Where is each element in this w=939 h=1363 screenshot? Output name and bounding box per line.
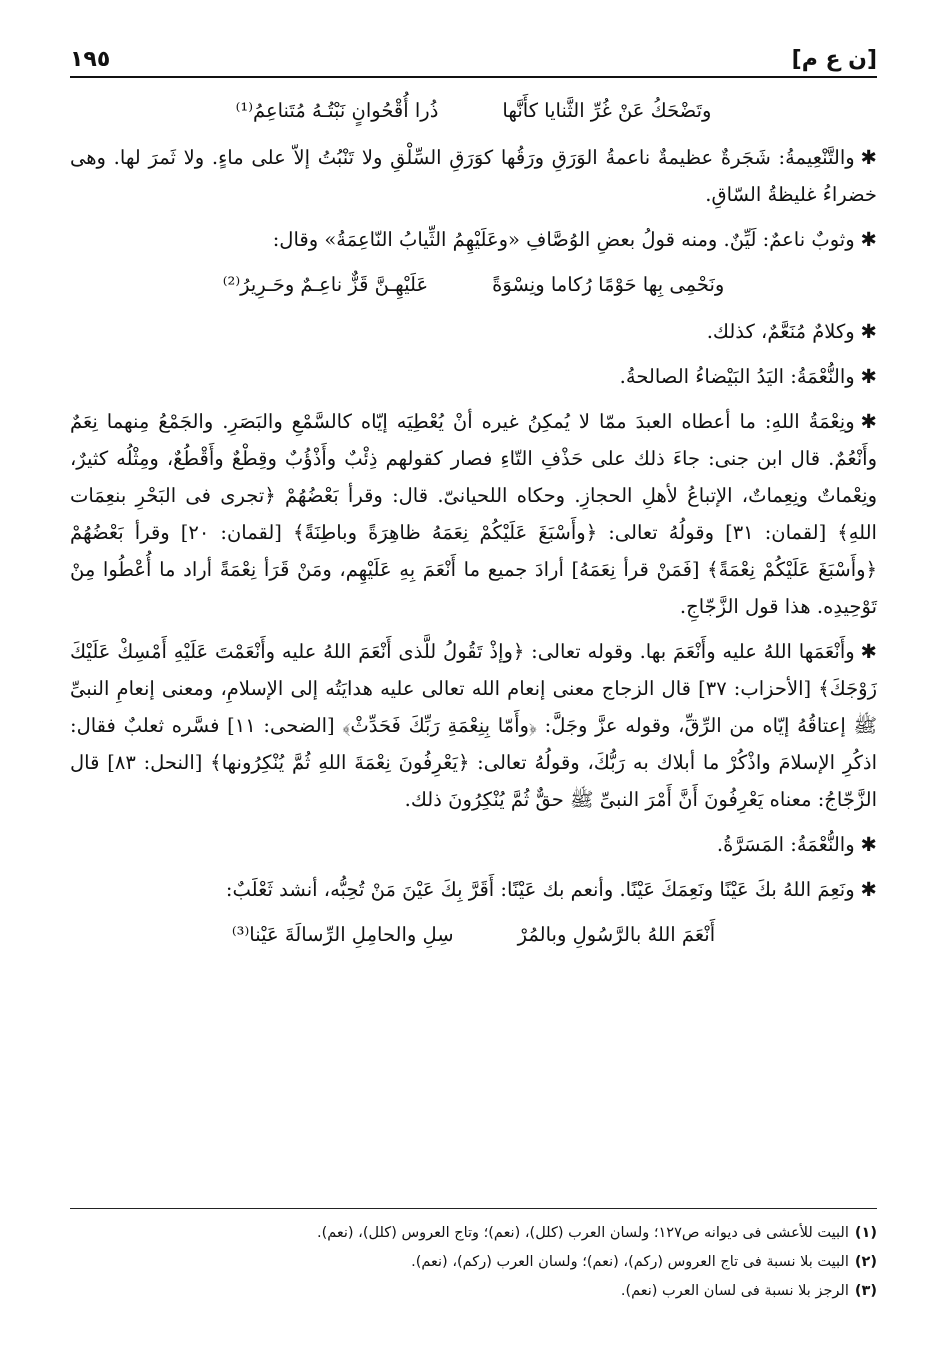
entry-numah-text: والنُّعْمَةُ: اليَدُ البَيْضاءُ الصالحةُ. bbox=[619, 365, 855, 388]
star-icon: ✱ bbox=[860, 640, 877, 663]
entry-kalam-munaam bbox=[70, 313, 877, 350]
verse-1-second-half: ذُرا أُقْحُوانٍ نَبْتُـهُ مُتَناعِمُ⁽¹⁾ bbox=[235, 99, 439, 122]
footnote-1 bbox=[70, 1219, 877, 1248]
entry-numah bbox=[70, 358, 877, 395]
entry-thawb-naim-text: وثوبٌ ناعمٌ: لَيِّنٌ. ومنه قولُ بعضِ الوُصَّافِ «وعَلَيْهِمُ الثِّيابُ النّاعِمَةُ» وقال: bbox=[272, 228, 855, 251]
entry-naim-allah-bika-text: ونَعِمَ اللهُ بكَ عَيْنًا ونَعِمَكَ عَيْنًا. وأنعم بك عَيْنًا: أَقَرَّ بِكَ عَيْنَ مَنْ تُحِبُّه، أنشد ثَعْلَبٌ: bbox=[225, 878, 855, 901]
footnote-2-number: (٢) bbox=[854, 1254, 877, 1270]
star-icon: ✱ bbox=[860, 365, 877, 388]
star-icon: ✱ bbox=[860, 833, 877, 856]
page-header bbox=[70, 30, 877, 72]
entry-nimat-allah-text: ونِعْمَةُ اللهِ: ما أعطاه العبدَ ممّا لا يُمكِنُ غيره أنْ يُعْطِيَه إيّاه كالسَّمْعِ والبَصَرِ. والجَمْعُ مِنهما نِعَمٌ وأَنْعُمٌ. قال ابن جنى: جاءَ ذلك على حَذْفِ التّاءِ فصار كقولهم ذِئْبٌ وأَذْؤُبٌ وقِطْعٌ وأَقْطُعٌ، ومِثْلُه كثيرٌ، ونِعْماتٌ ونِعِماتٌ، الإتباعُ لأهلِ الحجازِ. وحكاه اللحيانىّ. قال: وقرأ بَعْضُهُمْ ﴿تجرى فى البَحْرِ بنعِمَات اللهِ﴾ [لقمان: ٣١] وقولُهُ تعالى: ﴿وأَسْبَغَ عَلَيْكُمْ نِعَمَهُ ظاهِرَةً وباطِنَةً﴾ [لقمان: ٢٠] وقرأ بَعْضُهُمْ ﴿وأَسْبَغَ عَلَيْكُمْ نِعْمَةً﴾ [فَمَنْ قرأ نِعَمَهُ] أرادَ جميع ما أَنْعَمَ بِهِ عَلَيْهِم، ومَنْ قَرَأ نِعْمَةً أراد ما أُعْطُوا مِنْ تَوْحِيدِه. هذا قول الزَّجّاجِ. bbox=[70, 410, 877, 618]
verse-2-second-half: عَلَيْهِـنَّ قَزٌّ ناعِـمٌ وحَـرِيرُ⁽²⁾ bbox=[222, 273, 429, 296]
star-icon: ✱ bbox=[860, 320, 877, 343]
star-icon: ✱ bbox=[860, 410, 877, 433]
entry-tanimah bbox=[70, 139, 877, 213]
main-text bbox=[70, 92, 877, 953]
verse-3 bbox=[70, 916, 877, 953]
star-icon: ✱ bbox=[860, 228, 877, 251]
book-page bbox=[70, 30, 877, 1343]
entry-masarrah-text: والنُّعْمَةُ: المَسَرَّةُ. bbox=[716, 833, 855, 856]
footnote-1-text: البيت للأعشى فى ديوانه ص١٢٧؛ ولسان العرب (كلل)، (نعم)؛ وتاج العروس (كلل)، (نعم). bbox=[316, 1225, 849, 1241]
footnote-1-number: (١) bbox=[854, 1225, 877, 1241]
verse-1-first-half: وتَضْحَكُ عَنْ غُرِّ الثَّنايا كأَنَّها bbox=[502, 99, 712, 122]
footnote-3-number: (٣) bbox=[854, 1283, 877, 1299]
entry-anamaha bbox=[70, 633, 877, 818]
verse-2-first-half: ونَحْمِى بِها حَوْمًا رُكاما ونِسْوَةً bbox=[492, 273, 725, 296]
footnote-rule bbox=[70, 1208, 877, 1209]
header-rule bbox=[70, 76, 877, 78]
entry-tanimah-text: والتَّنْعِيمةُ: شَجَرةٌ عظيمةٌ ناعمةُ الوَرَقِ ورَقُها كوَرَقِ السِّلْقِ ولا تَنْبُتُ إلاّ على ماءٍ. ولا ثَمرَ لها. وهى خضراءُ غليظةُ السّاقِ. bbox=[70, 146, 877, 206]
verse-2 bbox=[70, 266, 877, 303]
verse-1 bbox=[70, 92, 877, 129]
entry-naim-allah-bika bbox=[70, 871, 877, 908]
entry-thawb-naim bbox=[70, 221, 877, 258]
page-number: ١٩٥ bbox=[70, 47, 111, 72]
footnote-3-text: الرجز بلا نسبة فى لسان العرب (نعم). bbox=[620, 1283, 849, 1299]
footnote-3 bbox=[70, 1277, 877, 1306]
verse-3-first-half: أَنْعَمَ اللهُ بالرَّسُولِ وبالمُرْ bbox=[517, 923, 716, 946]
verse-3-second-half: سِلِ والحامِلِ الرِّسالَةَ عَيْنا⁽³⁾ bbox=[231, 923, 454, 946]
footnote-2-text: البيت بلا نسبة فى تاج العروس (ركم)، (نعم)؛ ولسان العرب (ركم)، (نعم). bbox=[411, 1254, 849, 1270]
star-icon: ✱ bbox=[860, 146, 877, 169]
footnote-2 bbox=[70, 1248, 877, 1277]
star-icon: ✱ bbox=[860, 878, 877, 901]
entry-masarrah bbox=[70, 826, 877, 863]
footnotes bbox=[70, 1208, 877, 1306]
entry-nimat-allah bbox=[70, 403, 877, 625]
entry-kalam-munaam-text: وكلامٌ مُنَعَّمٌ، كذلك. bbox=[706, 320, 855, 343]
entry-anamaha-text: وأَنْعَمَها اللهُ عليه وأَنْعَمَ بها. وقوله تعالى: ﴿وإذْ تَقُولُ للَّذى أَنْعَمَ اللهُ عليه وأَنْعَمْتَ عَلَيْهِ أَمْسِكْ عَلَيْكَ زَوْجَكَ﴾ [الأحزاب: ٣٧] قال الزجاج معنى إنعام الله تعالى عليه هدايَتُه إلى الإسلامِ، ومعنى إنعامِ النبىِّ ﷺ إعتاقُهُ إيّاه من الرِّقِّ، وقوله عزَّ وجَلَّ: ﴿وأَمّا بِنِعْمَةِ رَبِّكَ فَحَدِّثْ﴾ [الضحى: ١١] فسَّره ثعلبٌ فقال: اذكُرِ الإسلامَ واذْكُرْ ما أبلاك به رَبُّكَ، وقولُهُ تعالى: ﴿يَعْرِفُونَ نِعْمَةَ اللهِ ثُمَّ يُنْكِرُونها﴾ [النحل: ٨٣] قال الزَّجّاجُ: معناه يَعْرِفُونَ أَنَّ أَمْرَ النبىِّ ﷺ حقٌّ ثُمَّ يُنْكِرُونَ ذلك. bbox=[70, 640, 878, 811]
root-letters: [ن ع م] bbox=[791, 47, 877, 72]
